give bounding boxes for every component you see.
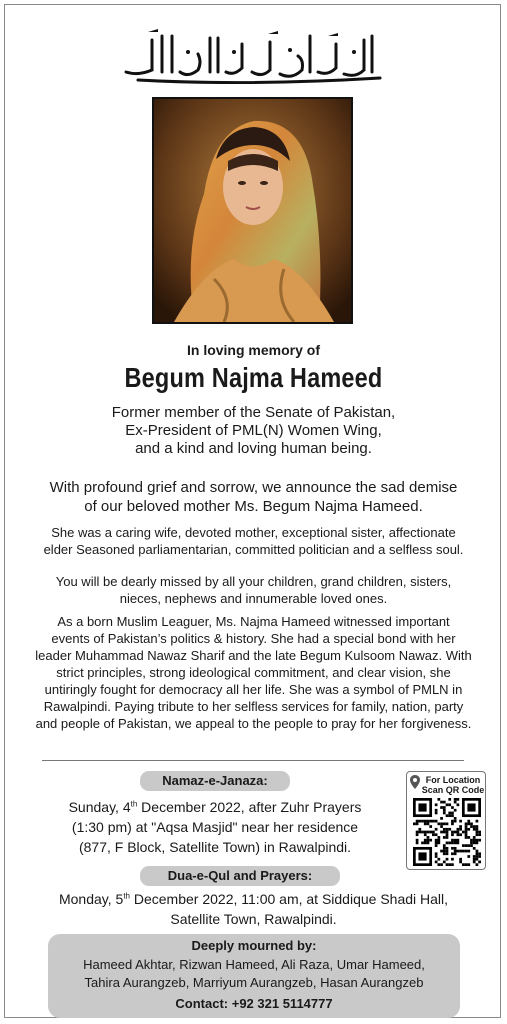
mourners-box [48, 934, 460, 1018]
section-divider [42, 760, 464, 761]
tribute-paragraph-3 [0, 613, 507, 732]
qr-label: For Location Scan QR Code [421, 775, 485, 795]
paragraph-line: As a born Muslim Leaguer, Ms. Najma Hameed witnessed important [57, 614, 450, 629]
paragraph-line: untiringly fought for democracy all her life. She was a symbol of PMLN in [44, 682, 463, 697]
dua-line-2: Satellite Town, Rawalpindi. [170, 911, 337, 927]
memorial-intro: In loving memory of [186, 342, 320, 358]
location-pin-icon [410, 775, 420, 789]
dua-line-1: Monday, 5th December 2022, 11:00 am, at Siddique Shadi Hall, [58, 891, 449, 907]
role-line: Ex-President of PML(N) Women Wing, [125, 422, 382, 439]
paragraph-line: Rawalpindi. Paying tribute to her selfless services for family, nation, party [43, 699, 464, 714]
roles-block [0, 404, 507, 458]
announcement-line: of our beloved mother Ms. Begum Najma Hameed. [84, 498, 423, 515]
location-qr-box[interactable] [406, 771, 486, 870]
dua-details [0, 889, 507, 929]
paragraph-line: nieces, nephews and innumerable loved ones. [119, 591, 388, 606]
role-line: Former member of the Senate of Pakistan, [111, 404, 396, 421]
mourners-names: Hameed Akhtar, Rizwan Hameed, Ali Raza, Umar Hameed, Tahira Aurangzeb, Marriyum Aurangzeb, Hasan Aurangzeb [83, 957, 425, 990]
janaza-heading: Namaz-e-Janaza: [140, 771, 290, 791]
deceased-name: Begum Najma Hameed [124, 362, 383, 393]
paragraph-line: elder Seasoned parliamentarian, committed politician and a selfless soul. [43, 542, 464, 557]
arabic-calligraphy [118, 22, 390, 84]
janaza-line-2: (1:30 pm) at "Aqsa Masjid" near her residence [71, 819, 359, 835]
announcement-line: With profound grief and sorrow, we announce the sad demise [49, 479, 458, 496]
paragraph-line: She was a caring wife, devoted mother, exceptional sister, affectionate [51, 525, 456, 540]
paragraph-line: leader Muhammad Nawaz Sharif and the late Begum Kulsoom Nawaz. With [35, 648, 472, 663]
paragraph-line: strict principles, strong ideological commitment, and clear vision, she [56, 665, 451, 680]
paragraph-line: events of Pakistan’s politics & history. She had a special bond with her [51, 631, 456, 646]
role-line: and a kind and loving human being. [135, 440, 372, 457]
tribute-paragraph-1 [0, 524, 507, 558]
tribute-paragraph-2 [0, 573, 507, 607]
announcement [0, 478, 507, 516]
contact-phone: Contact: +92 321 5114777 [175, 996, 333, 1011]
qr-code[interactable] [413, 798, 481, 866]
janaza-details [50, 797, 380, 857]
janaza-line-1: Sunday, 4th December 2022, after Zuhr Prayers [68, 799, 362, 815]
paragraph-line: You will be dearly missed by all your children, grand children, sisters, [55, 574, 452, 589]
portrait-photo [152, 97, 353, 324]
mourners-heading: Deeply mourned by: [191, 938, 317, 953]
janaza-line-3: (877, F Block, Satellite Town) in Rawalpindi. [78, 839, 352, 855]
paragraph-line: and people of Pakistan, we appeal to the people to pray for her forgiveness. [35, 716, 472, 731]
dua-heading: Dua-e-Qul and Prayers: [140, 866, 340, 886]
